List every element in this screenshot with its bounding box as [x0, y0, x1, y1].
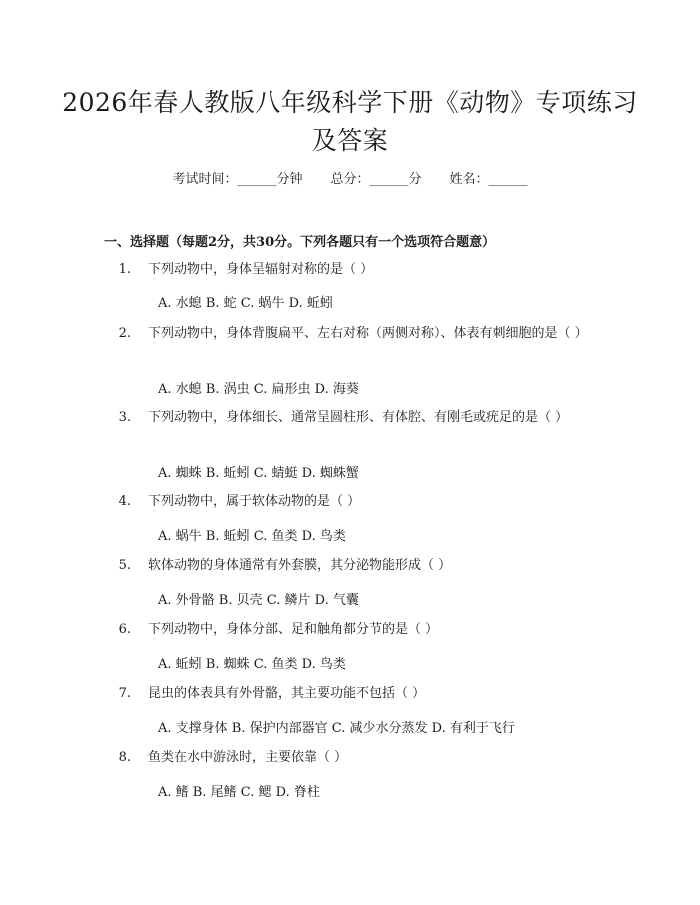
question-item: [104, 407, 614, 429]
question-number: 6.: [118, 622, 131, 637]
question-stem: 下列动物中，身体背腹扁平、左右对称（两侧对称）、体表有刺细胞的是（ ）: [148, 326, 588, 341]
question-number: 8.: [118, 750, 131, 765]
question-stem: 软体动物的身体通常有外套膜，其分泌物能形成（ ）: [148, 558, 452, 573]
question-options: A. 鳍 B. 尾鳍 C. 鳃 D. 脊柱: [158, 785, 320, 800]
question-options: A. 蜗牛 B. 蚯蚓 C. 鱼类 D. 鸟类: [158, 529, 346, 544]
question-item: [104, 491, 614, 513]
question-number: 3.: [118, 410, 131, 425]
question-item: [104, 747, 614, 769]
exam-info-line: [0, 168, 700, 187]
question-options: A. 水螅 B. 蛇 C. 蜗牛 D. 蚯蚓: [158, 296, 333, 311]
question-stem: 下列动物中，身体呈辐射对称的是（ ）: [148, 262, 374, 277]
question-stem: 下列动物中，身体分部、足和触角都分节的是（ ）: [148, 622, 439, 637]
question-stem: 鱼类在水中游泳时，主要依靠（ ）: [148, 750, 348, 765]
total-score-field: 总分：______分: [330, 172, 422, 187]
question-options: A. 蜘蛛 B. 蚯蚓 C. 蜻蜓 D. 蜘蛛蟹: [158, 466, 359, 481]
exam-time-field: 考试时间：______分钟: [172, 172, 303, 187]
question-stem: 下列动物中，属于软体动物的是（ ）: [148, 494, 361, 509]
question-options: A. 支撑身体 B. 保护内部器官 C. 减少水分蒸发 D. 有利于飞行: [158, 721, 515, 736]
question-item: [104, 683, 614, 705]
question-stem: 昆虫的体表具有外骨骼，其主要功能不包括（ ）: [148, 686, 426, 701]
question-number: 5.: [118, 558, 131, 573]
question-item: [104, 555, 614, 577]
question-number: 1.: [118, 262, 131, 277]
question-number: 4.: [118, 494, 131, 509]
question-options: A. 蚯蚓 B. 蜘蛛 C. 鱼类 D. 鸟类: [158, 657, 346, 672]
question-stem: 下列动物中，身体细长、通常呈圆柱形、有体腔、有刚毛或疣足的是（ ）: [148, 410, 569, 425]
question-options: A. 水螅 B. 涡虫 C. 扁形虫 D. 海葵: [158, 382, 359, 397]
question-number: 7.: [118, 686, 131, 701]
question-item: [104, 323, 614, 345]
question-number: 2.: [118, 326, 131, 341]
student-name-field: 姓名：______: [449, 172, 528, 187]
section-heading: 一、选择题（每题2分，共30分。下列各题只有一个选项符合题意）: [104, 235, 496, 250]
question-item: [104, 259, 614, 281]
question-item: [104, 619, 614, 641]
question-options: A. 外骨骼 B. 贝壳 C. 鳞片 D. 气囊: [158, 593, 359, 608]
page-title: 2026年春人教版八年级科学下册《动物》专项练习及答案: [62, 88, 638, 155]
